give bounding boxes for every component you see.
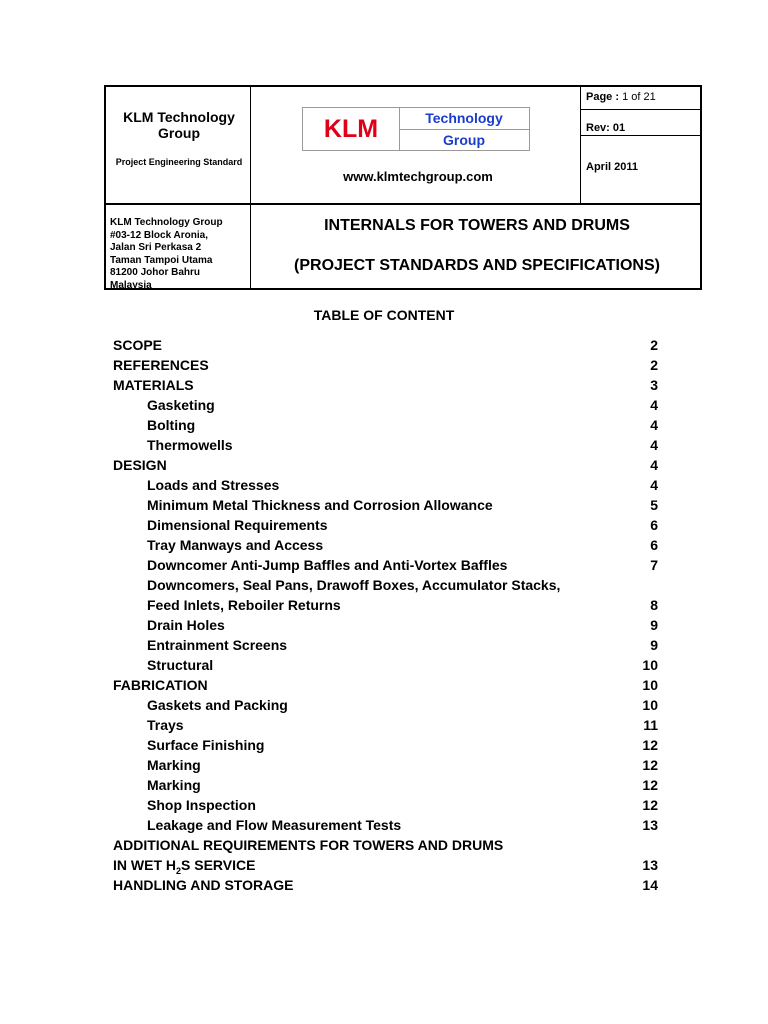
- header-divider: [580, 87, 581, 204]
- toc-entry-title: [147, 695, 288, 715]
- toc-entry: [113, 795, 658, 815]
- toc-entry: [113, 855, 658, 875]
- toc-entry-page: 4: [650, 477, 658, 493]
- toc-entry-title: [147, 615, 225, 635]
- toc-entry-page: 11: [643, 717, 658, 733]
- toc-entry-title: [147, 715, 184, 735]
- toc-title-text: Surface Finishing: [147, 737, 265, 753]
- toc-entry-page: 14: [642, 877, 658, 893]
- toc-title-text: Shop Inspection: [147, 797, 256, 813]
- address-line: Malaysia: [110, 279, 152, 291]
- toc-entry: [113, 515, 658, 535]
- toc-entry: [113, 695, 658, 715]
- toc-title-text: Minimum Metal Thickness and Corrosion Allowance: [147, 497, 493, 513]
- toc-title-text: Structural: [147, 657, 214, 673]
- revision: Rev: 01: [586, 122, 626, 134]
- toc-entry-title: [147, 595, 341, 615]
- toc-entry: [113, 335, 658, 355]
- website-url: www.klmtechgroup.com: [343, 169, 493, 184]
- toc-title-text: REFERENCES: [113, 357, 209, 373]
- toc-entry: [113, 775, 658, 795]
- document-subtitle: (PROJECT STANDARDS AND SPECIFICATIONS): [294, 257, 660, 274]
- toc-title-text: Gaskets and Packing: [147, 697, 288, 713]
- logo-klm-text: KLM: [303, 108, 400, 150]
- toc-title-text: Trays: [147, 717, 184, 733]
- toc-entry-title: [147, 735, 264, 755]
- toc-title-text: Gasketing: [147, 397, 215, 413]
- toc-entry-page: 10: [642, 657, 658, 673]
- toc-title-text: ADDITIONAL REQUIREMENTS FOR TOWERS AND DRUMS: [113, 837, 504, 853]
- toc-entry-page: 10: [642, 697, 658, 713]
- toc-entry: [113, 575, 658, 595]
- toc-title-text: Marking: [147, 777, 201, 793]
- toc-entry-page: 6: [650, 517, 658, 533]
- toc-title-text: SCOPE: [113, 337, 163, 353]
- address-line: Taman Tampoi Utama: [110, 254, 213, 266]
- toc-entry-page: 2: [650, 337, 658, 353]
- toc-entry: [113, 835, 658, 855]
- klm-logo: [302, 107, 530, 151]
- standard-type: Project Engineering Standard: [115, 157, 243, 167]
- toc-entry: [113, 755, 658, 775]
- toc-entry-title: [147, 495, 493, 515]
- address-line: Jalan Sri Perkasa 2: [110, 242, 202, 253]
- page-value: 1 of 21: [622, 91, 656, 103]
- toc-title-text: Loads and Stresses: [147, 477, 280, 493]
- toc-entry: [113, 615, 658, 635]
- toc-title-text: Thermowells: [147, 437, 233, 453]
- logo-group-text: Group: [443, 132, 485, 148]
- toc-entry: [113, 675, 658, 695]
- toc-entry: [113, 595, 658, 615]
- document-title: INTERNALS FOR TOWERS AND DRUMS: [324, 217, 630, 234]
- toc-title-subscript: 2: [176, 865, 182, 876]
- toc-entry-title: [113, 875, 293, 895]
- logo-technology-text: Technology: [399, 108, 529, 130]
- toc-entry-page: 12: [642, 797, 658, 813]
- toc-entry-title: [113, 835, 503, 855]
- toc-entry-page: 10: [642, 677, 658, 693]
- document-header: [104, 85, 702, 290]
- toc-entry-title: [147, 795, 256, 815]
- toc-entry-page: 5: [650, 497, 658, 513]
- toc-entry: [113, 475, 658, 495]
- toc-entry-title: [147, 475, 279, 495]
- address-line: 81200 Johor Bahru: [110, 267, 201, 278]
- toc-entry-title: [113, 355, 209, 375]
- toc-title-text: FABRICATION: [113, 677, 208, 693]
- toc-entry-page: 13: [642, 817, 658, 833]
- toc-entry-title: [147, 655, 213, 675]
- address-line: #03-12 Block Aronia,: [110, 229, 209, 241]
- page-label: Page :: [586, 91, 620, 103]
- toc-title-text: HANDLING AND STORAGE: [113, 877, 294, 893]
- toc-title-text: MATERIALS: [113, 377, 194, 393]
- toc-entry: [113, 455, 658, 475]
- toc-entry-page: 9: [650, 637, 658, 653]
- toc-title-text: Entrainment Screens: [147, 637, 288, 653]
- toc-entry-page: 6: [650, 537, 658, 553]
- toc-title-text: Bolting: [147, 417, 196, 433]
- toc-entry: [113, 635, 658, 655]
- toc-entry: [113, 535, 658, 555]
- toc-entry-page: 3: [650, 377, 658, 393]
- toc-entry-title: [147, 515, 328, 535]
- toc-entry-page: 12: [642, 737, 658, 753]
- toc-entry-title: [147, 575, 560, 595]
- toc-entry-page: 4: [650, 417, 658, 433]
- toc-title-text: Downcomers, Seal Pans, Drawoff Boxes, Accumulator Stacks,: [147, 577, 561, 593]
- toc-entry-page: 8: [650, 597, 658, 613]
- header-divider: [580, 109, 700, 110]
- toc-entry: [113, 355, 658, 375]
- toc-entry: [113, 415, 658, 435]
- toc-title-text: Tray Manways and Access: [147, 537, 324, 553]
- toc-entry-title: [113, 675, 208, 695]
- toc-entry: [113, 735, 658, 755]
- toc-entry-page: 4: [650, 397, 658, 413]
- toc-title-text: S SERVICE: [181, 857, 256, 873]
- page-number: [586, 91, 656, 103]
- toc-entry-page: 7: [650, 557, 658, 573]
- toc-entry-page: 12: [642, 777, 658, 793]
- toc-entry: [113, 875, 658, 895]
- company-name: KLM Technology Group: [123, 109, 235, 141]
- toc-title-text: Downcomer Anti-Jump Baffles and Anti-Vortex Baffles: [147, 557, 508, 573]
- toc-entry-title: [147, 415, 195, 435]
- header-divider: [106, 203, 700, 205]
- toc-title-text: IN WET H: [113, 857, 176, 873]
- toc-entry: [113, 375, 658, 395]
- toc-entry-title: [147, 555, 507, 575]
- address-line: KLM Technology Group: [110, 217, 223, 228]
- toc-entry-title: [113, 855, 255, 875]
- toc-entry: [113, 435, 658, 455]
- toc-entry-title: [113, 455, 167, 475]
- table-of-contents: [113, 335, 658, 895]
- toc-entry-title: [113, 375, 194, 395]
- toc-heading: TABLE OF CONTENT: [313, 307, 455, 323]
- toc-entry-title: [147, 755, 201, 775]
- toc-title-text: Dimensional Requirements: [147, 517, 328, 533]
- toc-entry: [113, 555, 658, 575]
- toc-title-text: DESIGN: [113, 457, 167, 473]
- header-divider: [580, 135, 700, 136]
- toc-entry-page: 12: [642, 757, 658, 773]
- toc-entry-title: [147, 775, 201, 795]
- toc-entry-page: 13: [642, 857, 658, 873]
- toc-entry-page: 9: [650, 617, 658, 633]
- toc-title-text: Leakage and Flow Measurement Tests: [147, 817, 402, 833]
- toc-entry-title: [113, 335, 162, 355]
- issue-date: April 2011: [586, 161, 638, 173]
- toc-entry-page: 2: [650, 357, 658, 373]
- toc-title-text: Drain Holes: [147, 617, 225, 633]
- toc-title-text: Feed Inlets, Reboiler Returns: [147, 597, 341, 613]
- toc-entry: [113, 495, 658, 515]
- toc-entry-page: 4: [650, 457, 658, 473]
- toc-entry-title: [147, 815, 401, 835]
- company-address: [110, 217, 252, 292]
- toc-entry-title: [147, 635, 287, 655]
- toc-entry-title: [147, 435, 233, 455]
- toc-entry: [113, 715, 658, 735]
- toc-entry: [113, 815, 658, 835]
- toc-title-text: Marking: [147, 757, 201, 773]
- toc-entry-title: [147, 395, 215, 415]
- toc-entry: [113, 655, 658, 675]
- toc-entry-title: [147, 535, 323, 555]
- toc-entry-page: 4: [650, 437, 658, 453]
- toc-entry: [113, 395, 658, 415]
